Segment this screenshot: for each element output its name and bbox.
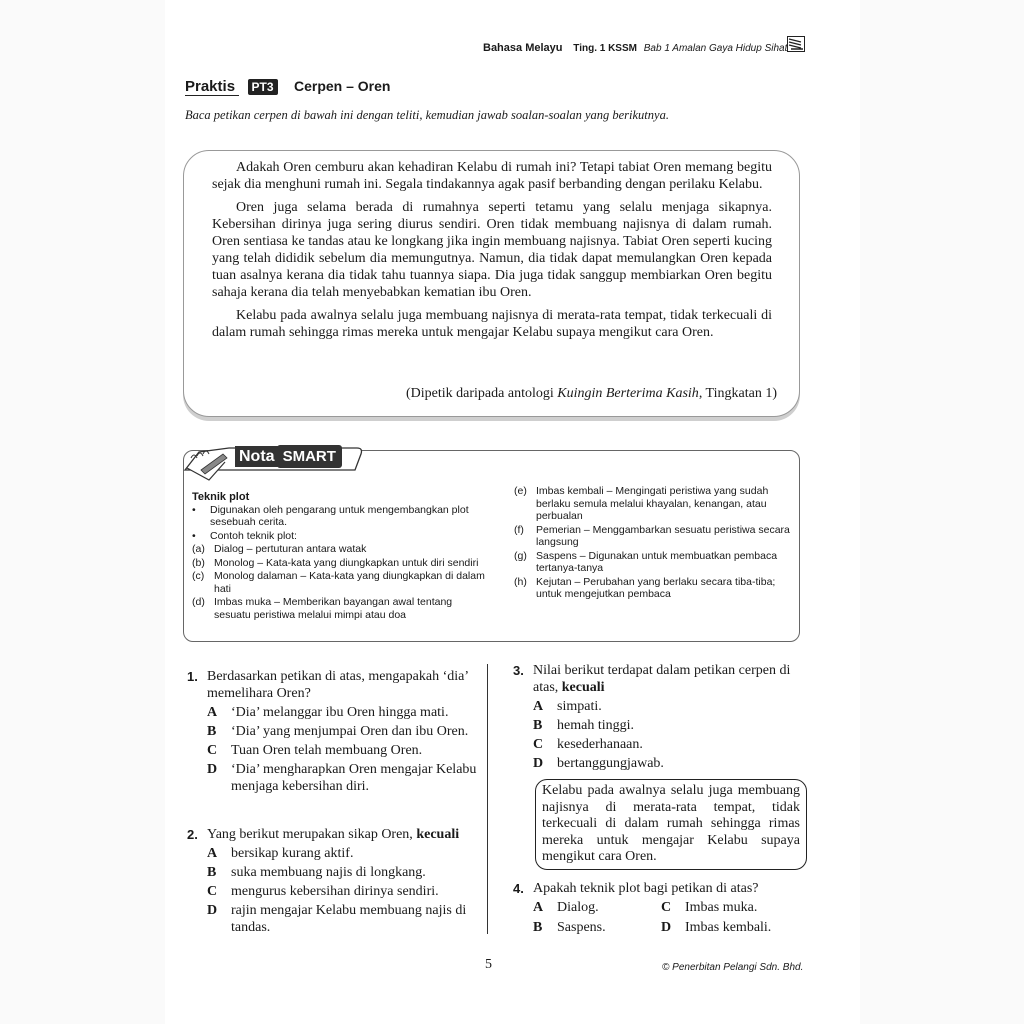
- answer-option[interactable]: B suka membuang najis di longkang.: [207, 865, 426, 880]
- answer-option[interactable]: A bersikap kurang aktif.: [207, 846, 354, 861]
- page-number: 5: [485, 957, 492, 972]
- nota-item: (f) Pemerian – Menggambarkan sesuatu peristiwa secara langsung: [514, 523, 790, 548]
- question-text: Apakah teknik plot bagi petikan di atas?: [533, 881, 759, 896]
- question-4: [513, 880, 803, 936]
- question-number: 1.: [187, 669, 198, 684]
- option-letter[interactable]: D: [661, 920, 672, 935]
- source-suffix: , Tingkatan 1): [698, 386, 777, 401]
- answer-option[interactable]: B hemah tinggi.: [533, 718, 634, 733]
- answer-option[interactable]: Imbas muka.: [685, 900, 758, 915]
- pt3-badge: PT3: [248, 79, 278, 95]
- question-number: 4.: [513, 881, 524, 896]
- passage-box: [183, 150, 800, 417]
- answer-option[interactable]: D rajin mengajar Kelabu membuang najis di tandas.: [207, 903, 467, 935]
- answer-option[interactable]: A ‘Dia’ melanggar ibu Oren hingga mati.: [207, 705, 449, 720]
- answer-option[interactable]: D bertanggungjawab.: [533, 756, 664, 771]
- answer-option[interactable]: D ‘Dia’ mengharapkan Oren mengajar Kelabu menjaga kebersihan diri.: [207, 762, 477, 794]
- page-title: Cerpen – Oren: [293, 78, 391, 94]
- column-divider: [487, 664, 488, 934]
- passage-paragraph: Oren juga selama berada di rumahnya seperti tetamu yang selalu menjaga sikapnya. Kebersihan dirinya juga sering diurus sendiri. Oren tidak membuang najisnya di dalam rumah. Oren sentiasa ke tandas atau ke longkang jika ingin membuang najisnya. Tabiat Oren seperti kucing yang telah dididik sebelum dia memungutnya. Namun, dia tidak dapat memulangkan Oren kepada tuan asalnya kerana dia tidak tahu tuannya siapa. Dia juga tidak sanggup membiarkan Oren begitu sahaja kerana dia telah menyebabkan kematian ibu Oren.: [212, 200, 772, 300]
- copyright-notice: © Penerbitan Pelangi Sdn. Bhd.: [662, 962, 804, 973]
- passage-source: [406, 386, 777, 402]
- source-title: Kuingin Berterima Kasih: [557, 386, 699, 401]
- question-number: 3.: [513, 663, 524, 678]
- answer-option[interactable]: B ‘Dia’ yang menjumpai Oren dan ibu Oren.: [207, 724, 469, 739]
- nota-item: (a) Dialog – pertuturan antara watak: [192, 543, 367, 555]
- excerpt-box: Kelabu pada awalnya selalu juga membuang najisnya di merata-rata tempat, tidak terkecuali di dalam rumah sehingga rimas mereka untuk mengajar Kelabu supaya mengikut cara Oren.: [535, 779, 807, 870]
- nota-left-column: [192, 491, 488, 622]
- question-3: [513, 662, 803, 772]
- header-chapter: Bab 1 Amalan Gaya Hidup Sihat: [643, 43, 788, 54]
- nota-item: (d) Imbas muka – Memberikan bayangan awal tentang sesuatu peristiwa melalui mimpi atau doa: [192, 596, 453, 621]
- document-page: [165, 0, 860, 1024]
- question-text: Nilai berikut terdapat dalam petikan cerpen di atas, kecuali: [533, 663, 791, 695]
- passage-paragraph: Adakah Oren cemburu akan kehadiran Kelabu di rumah ini? Tetapi tabiat Oren memang begitu sejak dia menghuni rumah ini. Segala tindakannya agak pasif berbanding dengan perilaku Kelabu.: [212, 160, 772, 192]
- answer-option[interactable]: C mengurus kebersihan dirinya sendiri.: [207, 884, 439, 899]
- passage-text: [212, 159, 772, 347]
- header-level: Ting. 1 KSSM: [573, 43, 637, 54]
- section-title: [185, 78, 390, 96]
- nota-item: (e) Imbas kembali – Mengingati peristiwa yang sudah berlaku semula melalui khayalan, kenangan, atau perbualan: [514, 485, 769, 522]
- option-letter[interactable]: A: [533, 900, 544, 915]
- publisher-logo-icon: [787, 36, 805, 52]
- answer-option[interactable]: C Tuan Oren telah membuang Oren.: [207, 743, 423, 758]
- question-2: [187, 826, 477, 936]
- nota-right-column: [514, 485, 790, 602]
- header-subject: Bahasa Melayu: [483, 42, 563, 54]
- answer-option[interactable]: A simpati.: [533, 699, 602, 714]
- answer-options-grid: [533, 899, 803, 936]
- question-1: [187, 668, 477, 795]
- nota-item: (b) Monolog – Kata-kata yang diungkapkan untuk diri sendiri: [192, 556, 479, 569]
- option-letter[interactable]: C: [661, 900, 672, 915]
- instruction-text: Baca petikan cerpen di bawah ini dengan teliti, kemudian jawab soalan-soalan yang berikutnya.: [185, 108, 669, 122]
- nota-item: (g) Saspens – Digunakan untuk membuatkan pembaca tertanya-tanya: [514, 549, 778, 574]
- source-prefix: (Dipetik daripada antologi: [406, 386, 558, 401]
- nota-bullet: • Contoh teknik plot:: [192, 529, 297, 542]
- question-text: Berdasarkan petikan di atas, mengapakah ‘dia’ memelihara Oren?: [207, 669, 468, 701]
- nota-item: (c) Monolog dalaman – Kata-kata yang diungkapkan di dalam hati: [192, 570, 485, 595]
- answer-option[interactable]: Imbas kembali.: [685, 920, 772, 935]
- nota-heading: Teknik plot: [192, 491, 250, 503]
- question-number: 2.: [187, 827, 198, 842]
- answer-option[interactable]: Dialog.: [557, 900, 599, 915]
- question-text: Yang berikut merupakan sikap Oren, kecuali: [207, 827, 460, 842]
- answer-option[interactable]: Saspens.: [557, 920, 606, 935]
- praktis-label: Praktis: [185, 78, 239, 96]
- option-letter[interactable]: B: [533, 920, 543, 935]
- nota-bullet: • Digunakan oleh pengarang untuk mengembangkan plot sesebuah cerita.: [192, 503, 469, 528]
- nota-smart-label: [235, 448, 342, 466]
- nota-label: Nota: [235, 446, 279, 467]
- running-header: [483, 42, 787, 54]
- passage-paragraph: Kelabu pada awalnya selalu juga membuang najisnya di merata-rata tempat, tidak terkecuali di dalam rumah sehingga rimas mereka untuk mengajar Kelabu supaya mengikut cara Oren.: [212, 308, 772, 340]
- nota-item: (h) Kejutan – Perubahan yang berlaku secara tiba-tiba; untuk mengejutkan pembaca: [514, 575, 776, 600]
- smart-label: SMART: [277, 445, 342, 468]
- answer-option[interactable]: C kesederhanaan.: [533, 737, 643, 752]
